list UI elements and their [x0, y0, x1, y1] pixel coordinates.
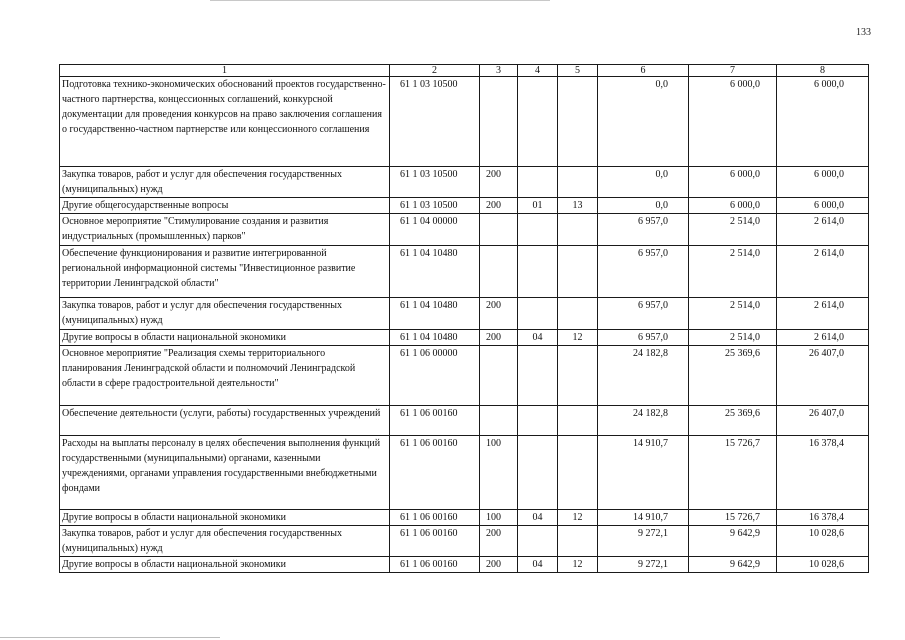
- row-value-col7-cell: 2 514,0: [689, 298, 777, 330]
- row-code-cell: 61 1 04 00000: [390, 214, 480, 246]
- row-value-col6-cell: 24 182,8: [598, 406, 689, 436]
- row-section-cell: [518, 246, 558, 298]
- column-header: 5: [558, 65, 598, 77]
- row-value-col6-cell: 6 957,0: [598, 298, 689, 330]
- row-value-col7-cell: 2 514,0: [689, 214, 777, 246]
- column-header: 1: [60, 65, 390, 77]
- row-expense-type-cell: 200: [480, 557, 518, 573]
- row-value-col8-cell: 2 614,0: [777, 214, 869, 246]
- column-header: 3: [480, 65, 518, 77]
- row-subsection-cell: [558, 346, 598, 406]
- table-row: [60, 510, 869, 526]
- table-row: [60, 346, 869, 406]
- row-name-cell: Обеспечение функционирования и развитие интегрированной региональной информационной системы "Инвестиционное развитие территории Ленинградской области": [60, 246, 390, 298]
- row-section-cell: [518, 526, 558, 557]
- column-header: 4: [518, 65, 558, 77]
- row-code-cell: 61 1 06 00160: [390, 510, 480, 526]
- row-name-cell: Другие общегосударственные вопросы: [60, 198, 390, 214]
- row-value-col6-cell: 0,0: [598, 198, 689, 214]
- row-subsection-cell: 12: [558, 330, 598, 346]
- table-row: [60, 214, 869, 246]
- row-expense-type-cell: [480, 406, 518, 436]
- row-code-cell: 61 1 06 00160: [390, 557, 480, 573]
- row-code-cell: 61 1 06 00160: [390, 526, 480, 557]
- row-subsection-cell: [558, 167, 598, 198]
- row-value-col8-cell: 26 407,0: [777, 406, 869, 436]
- row-section-cell: 04: [518, 330, 558, 346]
- row-value-col8-cell: 6 000,0: [777, 77, 869, 167]
- row-value-col7-cell: 25 369,6: [689, 406, 777, 436]
- row-value-col8-cell: 16 378,4: [777, 436, 869, 510]
- row-name-cell: Закупка товаров, работ и услуг для обеспечения государственных (муниципальных) нужд: [60, 526, 390, 557]
- row-expense-type-cell: [480, 214, 518, 246]
- table-header-row: [60, 65, 869, 77]
- row-subsection-cell: [558, 406, 598, 436]
- row-value-col6-cell: 6 957,0: [598, 214, 689, 246]
- row-name-cell: Закупка товаров, работ и услуг для обеспечения государственных (муниципальных) нужд: [60, 167, 390, 198]
- row-value-col7-cell: 9 642,9: [689, 526, 777, 557]
- row-section-cell: [518, 77, 558, 167]
- row-value-col7-cell: 6 000,0: [689, 198, 777, 214]
- table-row: [60, 330, 869, 346]
- row-value-col8-cell: 6 000,0: [777, 167, 869, 198]
- row-code-cell: 61 1 03 10500: [390, 198, 480, 214]
- table-row: [60, 198, 869, 214]
- row-value-col8-cell: 26 407,0: [777, 346, 869, 406]
- row-value-col8-cell: 2 614,0: [777, 298, 869, 330]
- row-name-cell: Другие вопросы в области национальной экономики: [60, 510, 390, 526]
- row-expense-type-cell: 200: [480, 526, 518, 557]
- row-name-cell: Другие вопросы в области национальной экономики: [60, 330, 390, 346]
- row-subsection-cell: 13: [558, 198, 598, 214]
- row-section-cell: [518, 406, 558, 436]
- row-expense-type-cell: [480, 346, 518, 406]
- row-section-cell: [518, 346, 558, 406]
- column-header: 6: [598, 65, 689, 77]
- row-value-col7-cell: 15 726,7: [689, 436, 777, 510]
- row-subsection-cell: 12: [558, 557, 598, 573]
- table-row: [60, 246, 869, 298]
- row-value-col7-cell: 2 514,0: [689, 246, 777, 298]
- row-expense-type-cell: 200: [480, 198, 518, 214]
- page-number: 133: [856, 27, 871, 38]
- row-code-cell: 61 1 06 00160: [390, 406, 480, 436]
- row-value-col6-cell: 24 182,8: [598, 346, 689, 406]
- row-expense-type-cell: 200: [480, 330, 518, 346]
- row-section-cell: [518, 298, 558, 330]
- row-expense-type-cell: 200: [480, 167, 518, 198]
- row-value-col6-cell: 14 910,7: [598, 510, 689, 526]
- row-subsection-cell: [558, 214, 598, 246]
- table-row: [60, 167, 869, 198]
- row-section-cell: 01: [518, 198, 558, 214]
- row-code-cell: 61 1 04 10480: [390, 246, 480, 298]
- row-subsection-cell: [558, 246, 598, 298]
- row-expense-type-cell: [480, 246, 518, 298]
- row-code-cell: 61 1 03 10500: [390, 167, 480, 198]
- row-section-cell: 04: [518, 510, 558, 526]
- row-code-cell: 61 1 03 10500: [390, 77, 480, 167]
- table-row: [60, 436, 869, 510]
- row-value-col6-cell: 0,0: [598, 77, 689, 167]
- row-subsection-cell: [558, 298, 598, 330]
- row-name-cell: Закупка товаров, работ и услуг для обеспечения государственных (муниципальных) нужд: [60, 298, 390, 330]
- row-value-col7-cell: 25 369,6: [689, 346, 777, 406]
- row-value-col8-cell: 2 614,0: [777, 246, 869, 298]
- row-section-cell: [518, 167, 558, 198]
- row-subsection-cell: [558, 526, 598, 557]
- row-section-cell: [518, 436, 558, 510]
- column-header: 8: [777, 65, 869, 77]
- row-value-col8-cell: 16 378,4: [777, 510, 869, 526]
- row-expense-type-cell: 200: [480, 298, 518, 330]
- row-value-col8-cell: 10 028,6: [777, 557, 869, 573]
- row-section-cell: 04: [518, 557, 558, 573]
- row-expense-type-cell: 100: [480, 510, 518, 526]
- row-code-cell: 61 1 04 10480: [390, 298, 480, 330]
- row-value-col7-cell: 6 000,0: [689, 77, 777, 167]
- row-value-col6-cell: 6 957,0: [598, 246, 689, 298]
- budget-table: [59, 64, 869, 573]
- row-name-cell: Обеспечение деятельности (услуги, работы) государственных учреждений: [60, 406, 390, 436]
- row-value-col6-cell: 0,0: [598, 167, 689, 198]
- row-name-cell: Основное мероприятие "Реализация схемы территориального планирования Ленинградской области и полномочий Ленинградской области в сфере градостроительной деятельности": [60, 346, 390, 406]
- table-row: [60, 77, 869, 167]
- row-value-col6-cell: 9 272,1: [598, 557, 689, 573]
- table-row: [60, 526, 869, 557]
- row-value-col8-cell: 2 614,0: [777, 330, 869, 346]
- row-value-col7-cell: 2 514,0: [689, 330, 777, 346]
- row-subsection-cell: [558, 436, 598, 510]
- table-row: [60, 298, 869, 330]
- row-value-col8-cell: 10 028,6: [777, 526, 869, 557]
- row-subsection-cell: [558, 77, 598, 167]
- scan-artifact-top: [210, 0, 550, 1]
- row-code-cell: 61 1 06 00160: [390, 436, 480, 510]
- row-expense-type-cell: [480, 77, 518, 167]
- row-code-cell: 61 1 06 00000: [390, 346, 480, 406]
- row-name-cell: Подготовка технико-экономических обоснований проектов государственно-частного партнерства, концессионных соглашений, конкурсной документации для проведения конкурсов на право заключения соглашения о государственно-частном партнерстве или концессионного соглашения: [60, 77, 390, 167]
- row-subsection-cell: 12: [558, 510, 598, 526]
- row-value-col7-cell: 6 000,0: [689, 167, 777, 198]
- row-code-cell: 61 1 04 10480: [390, 330, 480, 346]
- row-expense-type-cell: 100: [480, 436, 518, 510]
- column-header: 2: [390, 65, 480, 77]
- scan-artifact-bottom: [0, 637, 220, 638]
- row-value-col8-cell: 6 000,0: [777, 198, 869, 214]
- row-value-col7-cell: 9 642,9: [689, 557, 777, 573]
- row-name-cell: Основное мероприятие "Стимулирование создания и развития индустриальных (промышленных) парков": [60, 214, 390, 246]
- row-value-col6-cell: 6 957,0: [598, 330, 689, 346]
- row-section-cell: [518, 214, 558, 246]
- row-value-col6-cell: 9 272,1: [598, 526, 689, 557]
- table-row: [60, 557, 869, 573]
- row-value-col7-cell: 15 726,7: [689, 510, 777, 526]
- column-header: 7: [689, 65, 777, 77]
- row-name-cell: Расходы на выплаты персоналу в целях обеспечения выполнения функций государственными (муниципальными) органами, казенными учреждениями, органами управления государственными внебюджетными фондами: [60, 436, 390, 510]
- table-row: [60, 406, 869, 436]
- row-value-col6-cell: 14 910,7: [598, 436, 689, 510]
- row-name-cell: Другие вопросы в области национальной экономики: [60, 557, 390, 573]
